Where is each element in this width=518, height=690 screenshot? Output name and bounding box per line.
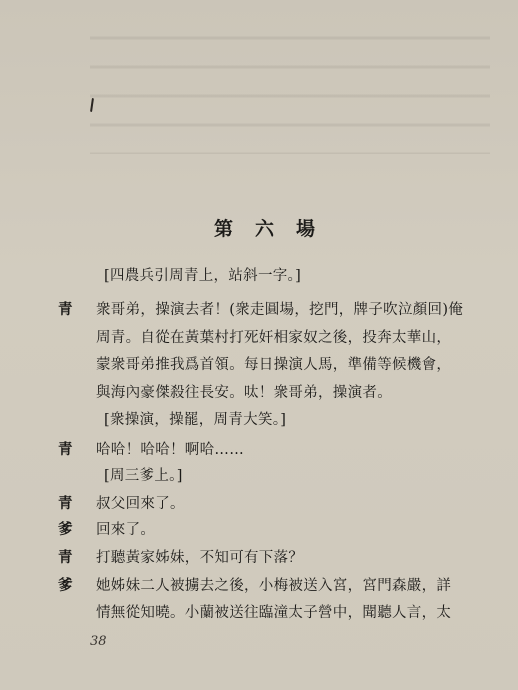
dialogue-line: 周青。自從在黃葉村打死奸相家奴之後，投奔太華山， <box>96 330 452 346</box>
dialogue-line: 蒙衆哥弟推我爲首領。每日操演人馬，準備等候機會， <box>96 357 452 373</box>
scene-title: 第六場 <box>214 218 338 240</box>
speaker-label: 爹 <box>58 577 73 594</box>
dialogue-line: 打聽黃家姊妹，不知可有下落？ <box>96 550 304 566</box>
stage-direction: [四農兵引周青上，站斜一字。] <box>104 268 302 284</box>
dialogue-line: 與海內豪傑殺往長安。呔！衆哥弟，操演者。 <box>96 385 392 401</box>
show-through-text <box>90 14 490 154</box>
speaker-label: 青 <box>58 301 73 318</box>
stage-direction: [衆操演，操罷，周青大笑。] <box>104 412 287 428</box>
speaker-label: 青 <box>58 549 73 566</box>
speaker-label: 青 <box>58 441 73 458</box>
dialogue-line: 衆哥弟，操演去者！(衆走圓場，挖門，牌子吹泣顏回)俺 <box>96 302 464 318</box>
dialogue-line: 哈哈！哈哈！啊哈…… <box>96 442 244 458</box>
dialogue-line: 叔父回來了。 <box>96 496 185 512</box>
page-number: 38 <box>90 634 107 649</box>
dialogue-line: 她姊妹二人被擄去之後，小梅被送入宮，宮門森嚴，詳 <box>96 578 452 594</box>
dialogue-line: 回來了。 <box>96 522 156 538</box>
speaker-label: 青 <box>58 495 73 512</box>
stage-direction: [周三爹上。] <box>104 468 183 484</box>
dialogue-line: 情無從知曉。小蘭被送往臨潼太子營中，聞聽人言，太 <box>96 605 452 621</box>
speaker-label: 爹 <box>58 521 73 538</box>
